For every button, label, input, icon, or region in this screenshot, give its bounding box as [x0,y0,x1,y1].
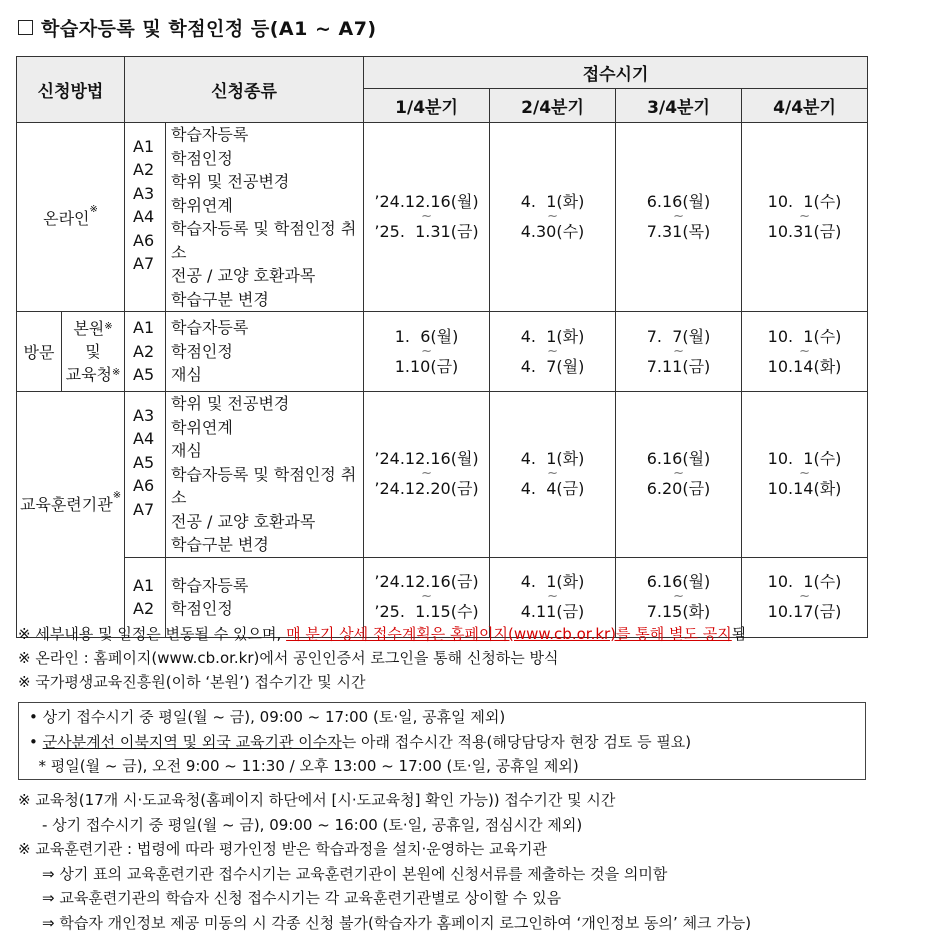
list-line: 학점인정 [171,599,233,618]
period-start: 6.16(월) [646,449,711,469]
period-end: ’25. 1.31(금) [374,222,479,241]
list-line: 학습자등록 및 학점인정 취소 [171,219,357,262]
row-training-1 [17,392,868,558]
period-start: ’24.12.16(금) [374,572,479,591]
period-tilde: ~ [673,589,684,604]
method-training: 교육훈련기관※ [17,392,125,638]
list-line: A6 [133,476,155,496]
list-line: 전공 / 교양 호환과목 [171,266,316,285]
list-line: 학위 및 전공변경 [171,394,290,413]
list-line: A1 [133,318,155,338]
period-visit-q4 [742,312,868,392]
note-5-a: ⇒ 상기 표의 교육훈련기관 접수시기는 교육훈련기관이 본원에 신청서류를 제출하는 것을 의미함 [42,864,668,883]
period-end: ’24.12.20(금) [374,479,479,499]
period-training1-q3 [616,392,742,558]
note-5: ※ 교육훈련기관 : 법령에 따라 평가인정 받은 학습과정을 설치·운영하는 교육기관 [18,840,547,858]
list-line: A1 [133,136,155,156]
hours-box [18,702,866,780]
list-line: A6 [133,230,155,250]
header-type: 신청종류 [125,57,364,123]
list-line [133,521,165,545]
period-tilde: ~ [673,343,684,359]
row-visit [17,312,868,392]
period-start: 4. 1(화) [520,449,585,469]
list-line: 재심 [171,441,202,460]
codes-online [125,123,166,312]
period-end: 4. 7(월) [520,356,585,376]
note-4-sub: - 상기 접수시기 중 평일(월 ~ 금), 09:00 ~ 16:00 (토·일, 공휴일, 점심시간 제외) [42,815,583,834]
period-tilde: ~ [799,466,810,482]
items-online [166,123,364,312]
period-tilde: ~ [547,466,558,482]
note-2: ※ 온라인 : 홈페이지(www.cb.or.kr)에서 공인인증서 로그인을 통해 신청하는 방식 [18,649,559,667]
period-training2-q4 [742,557,868,637]
header-period: 접수시기 [364,57,868,89]
header-q4: 4/4분기 [742,89,868,123]
period-training1-q1 [364,392,490,558]
period-end: 7.31(목) [646,222,711,241]
period-start: 6.16(월) [646,192,711,211]
period-end: 7.11(금) [646,356,711,376]
period-visit-q3 [616,312,742,392]
list-line: 학위연계 [171,195,233,215]
list-line: A3 [133,405,155,425]
period-end: 10.17(금) [767,602,842,621]
note-1-highlight: 매 분기 상세 접수계획은 홈페이지(www.cb.or.kr)를 통해 별도 공지 [286,625,732,643]
list-line: 전공 / 교양 호환과목 [171,511,316,531]
list-line: A1 [133,575,155,595]
period-online-q4 [742,123,868,312]
note-5-c: ⇒ 학습자 개인정보 제공 미동의 시 각종 신청 불가(학습자가 홈페이지 로그인하여 ‘개인정보 동의’ 체크 가능) [42,913,752,932]
header-q1: 1/4분기 [364,89,490,123]
note-5-b: ⇒ 교육훈련기관의 학습자 신청 접수시기는 각 교육훈련기관별로 상이할 수 있음 [42,889,562,907]
method-online: 온라인※ [17,123,125,312]
note-4: ※ 교육청(17개 시·도교육청(홈페이지 하단에서 [시·도교육청] 확인 가능)) 접수기간 및 시간 [18,791,616,809]
list-line: A5 [133,365,155,385]
period-tilde: ~ [421,209,432,224]
period-tilde: ~ [673,209,684,224]
period-end: 10.31(금) [767,222,842,241]
period-tilde: ~ [799,209,810,224]
period-start: 4. 1(화) [520,192,585,211]
items-visit [166,312,364,392]
section-heading-text: 학습자등록 및 학점인정 등(A1 ~ A7) [41,18,377,40]
list-line: 학습구분 변경 [171,535,269,554]
period-training1-q2 [490,392,616,558]
period-tilde: ~ [421,589,432,604]
row-online [17,123,868,312]
period-start: 1. 6(월) [394,326,459,346]
list-line: 학습자등록 [171,318,249,338]
box-line-1: • 상기 접수시기 중 평일(월 ~ 금), 09:00 ~ 17:00 (토·일, 공휴일 제외) [29,708,506,726]
period-end: 6.20(금) [646,479,711,499]
list-line: A3 [133,183,155,203]
header-method: 신청방법 [17,57,125,123]
period-tilde: ~ [421,343,432,359]
box-line-3: * 평일(월 ~ 금), 오전 9:00 ~ 11:30 / 오후 13:00 ~ 17:00 (토·일, 공휴일 제외) [29,757,579,775]
list-line: A4 [133,207,155,227]
period-start: 10. 1(수) [767,449,842,469]
period-tilde: ~ [673,466,684,482]
period-start: 6.16(월) [646,572,711,591]
period-visit-q1 [364,312,490,392]
period-online-q3 [616,123,742,312]
period-start: ’24.12.16(월) [374,192,479,211]
list-line: 학습자등록 [171,575,249,595]
list-line: A2 [133,599,155,618]
period-end: ’25. 1.15(수) [374,602,479,621]
header-q3: 3/4분기 [616,89,742,123]
period-start: 4. 1(화) [520,326,585,346]
list-line: 학점인정 [171,148,233,168]
period-start: 7. 7(월) [646,326,711,346]
list-line: A2 [133,341,155,361]
period-visit-q2 [490,312,616,392]
list-line: 학위연계 [171,417,233,437]
period-tilde: ~ [799,343,810,359]
period-end: 4.30(수) [520,222,585,241]
list-line: 학위 및 전공변경 [171,172,290,191]
period-start: 10. 1(수) [767,192,842,211]
checkbox-square-icon [18,20,33,35]
period-end: 4. 4(금) [520,479,585,499]
notes-bottom [18,788,751,935]
note-1: ※ 세부내용 및 일정은 변동될 수 있으며, 매 분기 상세 접수계획은 홈페이지(www.cb.or.kr)를 통해 별도 공지됨 [18,625,747,643]
list-line: 학점인정 [171,341,233,361]
period-start: 4. 1(화) [520,572,585,591]
list-line: A4 [133,429,155,449]
period-tilde: ~ [799,589,810,604]
period-tilde: ~ [421,466,432,482]
period-end: 7.15(화) [646,602,711,621]
list-line: A7 [133,499,155,519]
codes-training-1 [125,392,166,558]
list-line: A2 [133,160,155,180]
period-start: 10. 1(수) [767,572,842,591]
box-line-2: • 군사분계선 이북지역 및 외국 교육기관 이수자는 아래 접수시간 적용(해당담당자 현장 검토 등 필요) [29,732,692,751]
note-3: ※ 국가평생교육진흥원(이하 ‘본원’) 접수기간 및 시간 [18,673,366,691]
period-start: ’24.12.16(월) [374,449,479,469]
method-visit-sub: 본원※ 및 교육청※ [62,312,125,392]
list-line: 학습구분 변경 [171,289,269,309]
notes-top [18,622,746,694]
period-tilde: ~ [547,343,558,359]
period-end: 4.11(금) [520,602,585,621]
header-q2: 2/4분기 [490,89,616,123]
list-line: 학습자등록 및 학점인정 취소 [171,464,357,507]
codes-visit [125,312,166,392]
list-line: 재심 [171,365,202,385]
period-online-q1 [364,123,490,312]
period-end: 10.14(화) [767,479,842,499]
items-training-1 [166,392,364,558]
method-visit: 방문 [17,312,62,392]
list-line: 학습자등록 [171,125,249,144]
period-end: 10.14(화) [767,356,842,376]
period-tilde: ~ [547,589,558,604]
section-heading [18,14,377,41]
list-line: A7 [133,254,155,274]
period-training1-q4 [742,392,868,558]
list-line [133,276,165,300]
period-tilde: ~ [547,209,558,224]
schedule-table [16,56,868,638]
period-start: 10. 1(수) [767,326,842,346]
period-end: 1.10(금) [394,356,459,376]
list-line: A5 [133,452,155,472]
period-online-q2 [490,123,616,312]
